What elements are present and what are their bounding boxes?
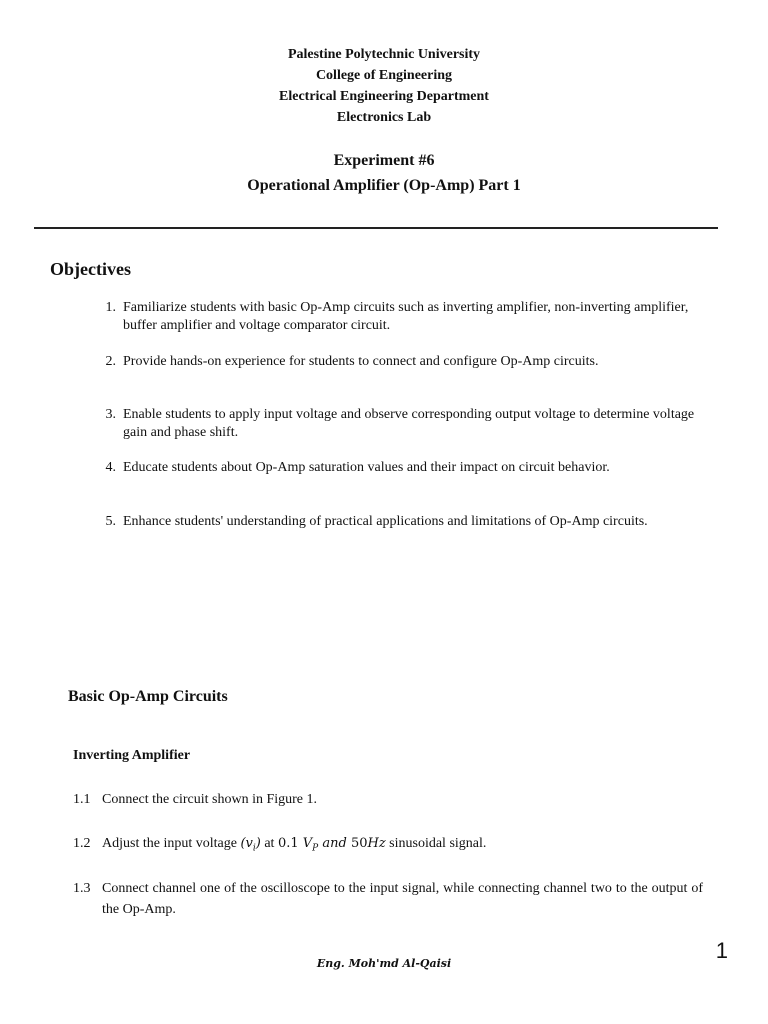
objective-item <box>96 299 696 335</box>
department-name: Electrical Engineering Department <box>279 89 489 104</box>
objective-item <box>96 406 696 442</box>
basic-circuits-heading: Basic Op-Amp Circuits <box>68 688 228 705</box>
objective-number: 5. <box>105 514 116 529</box>
college-name: College of Engineering <box>315 68 453 83</box>
objective-text: Enable students to apply input voltage and observe corresponding output voltage to determine voltage gain and phase shift. <box>123 407 695 440</box>
experiment-number: Experiment #6 <box>333 152 435 169</box>
procedure-step <box>73 789 703 810</box>
footer-author: Eng. Moh'md Al-Qaisi <box>316 957 452 970</box>
objective-number: 2. <box>105 354 116 369</box>
step-text-part: Adjust the input voltage <box>102 836 237 851</box>
frequency-value: 50 <box>350 836 368 851</box>
horizontal-divider <box>34 227 718 229</box>
experiment-title: Operational Amplifier (Op-Amp) Part 1 <box>247 177 521 194</box>
procedure-step <box>73 833 703 860</box>
procedure-step <box>73 878 703 920</box>
objective-number: 3. <box>105 407 116 422</box>
objective-item <box>96 459 696 477</box>
document-header <box>0 44 768 128</box>
objective-text: Familiarize students with basic Op-Amp circuits such as inverting amplifier, non-inverting amplifier, buffer amplifier and voltage comparator circuit. <box>123 300 689 333</box>
step-text-part: sinusoidal signal. <box>385 836 487 851</box>
peak-voltage-symbol: $V_P$ <box>298 836 319 854</box>
step-text <box>102 833 703 860</box>
page-number: 1 <box>715 938 728 963</box>
university-name: Palestine Polytechnic University <box>287 47 481 62</box>
experiment-heading <box>0 148 768 198</box>
frequency-unit: Hz <box>367 836 386 851</box>
step-text-part: at <box>260 836 278 851</box>
objective-text: Educate students about Op-Amp saturation values and their impact on circuit behavior. <box>123 460 610 475</box>
step-text: Connect the circuit shown in Figure 1. <box>102 792 318 807</box>
step-text: Connect channel one of the oscilloscope to the input signal, while connecting channel two to the output of the Op-Amp. <box>102 881 703 917</box>
objective-text: Provide hands-on experience for students to connect and configure Op-Amp circuits. <box>123 354 599 369</box>
input-voltage-symbol: $(v_i)$ <box>240 836 261 854</box>
objectives-heading: Objectives <box>50 259 131 279</box>
lab-name: Electronics Lab <box>336 110 432 125</box>
step-number: 1.2 <box>73 836 91 851</box>
objective-number: 4. <box>105 460 116 475</box>
objective-item <box>96 353 696 371</box>
step-number: 1.3 <box>73 881 91 896</box>
objective-text: Enhance students' understanding of practical applications and limitations of Op-Amp circuits. <box>123 514 648 529</box>
objective-item <box>96 513 696 531</box>
objective-number: 1. <box>105 300 116 315</box>
amplitude-value: 0.1 <box>277 836 299 851</box>
step-number: 1.1 <box>73 792 91 807</box>
and-word: and <box>318 836 351 851</box>
inverting-amplifier-heading: Inverting Amplifier <box>73 748 191 763</box>
